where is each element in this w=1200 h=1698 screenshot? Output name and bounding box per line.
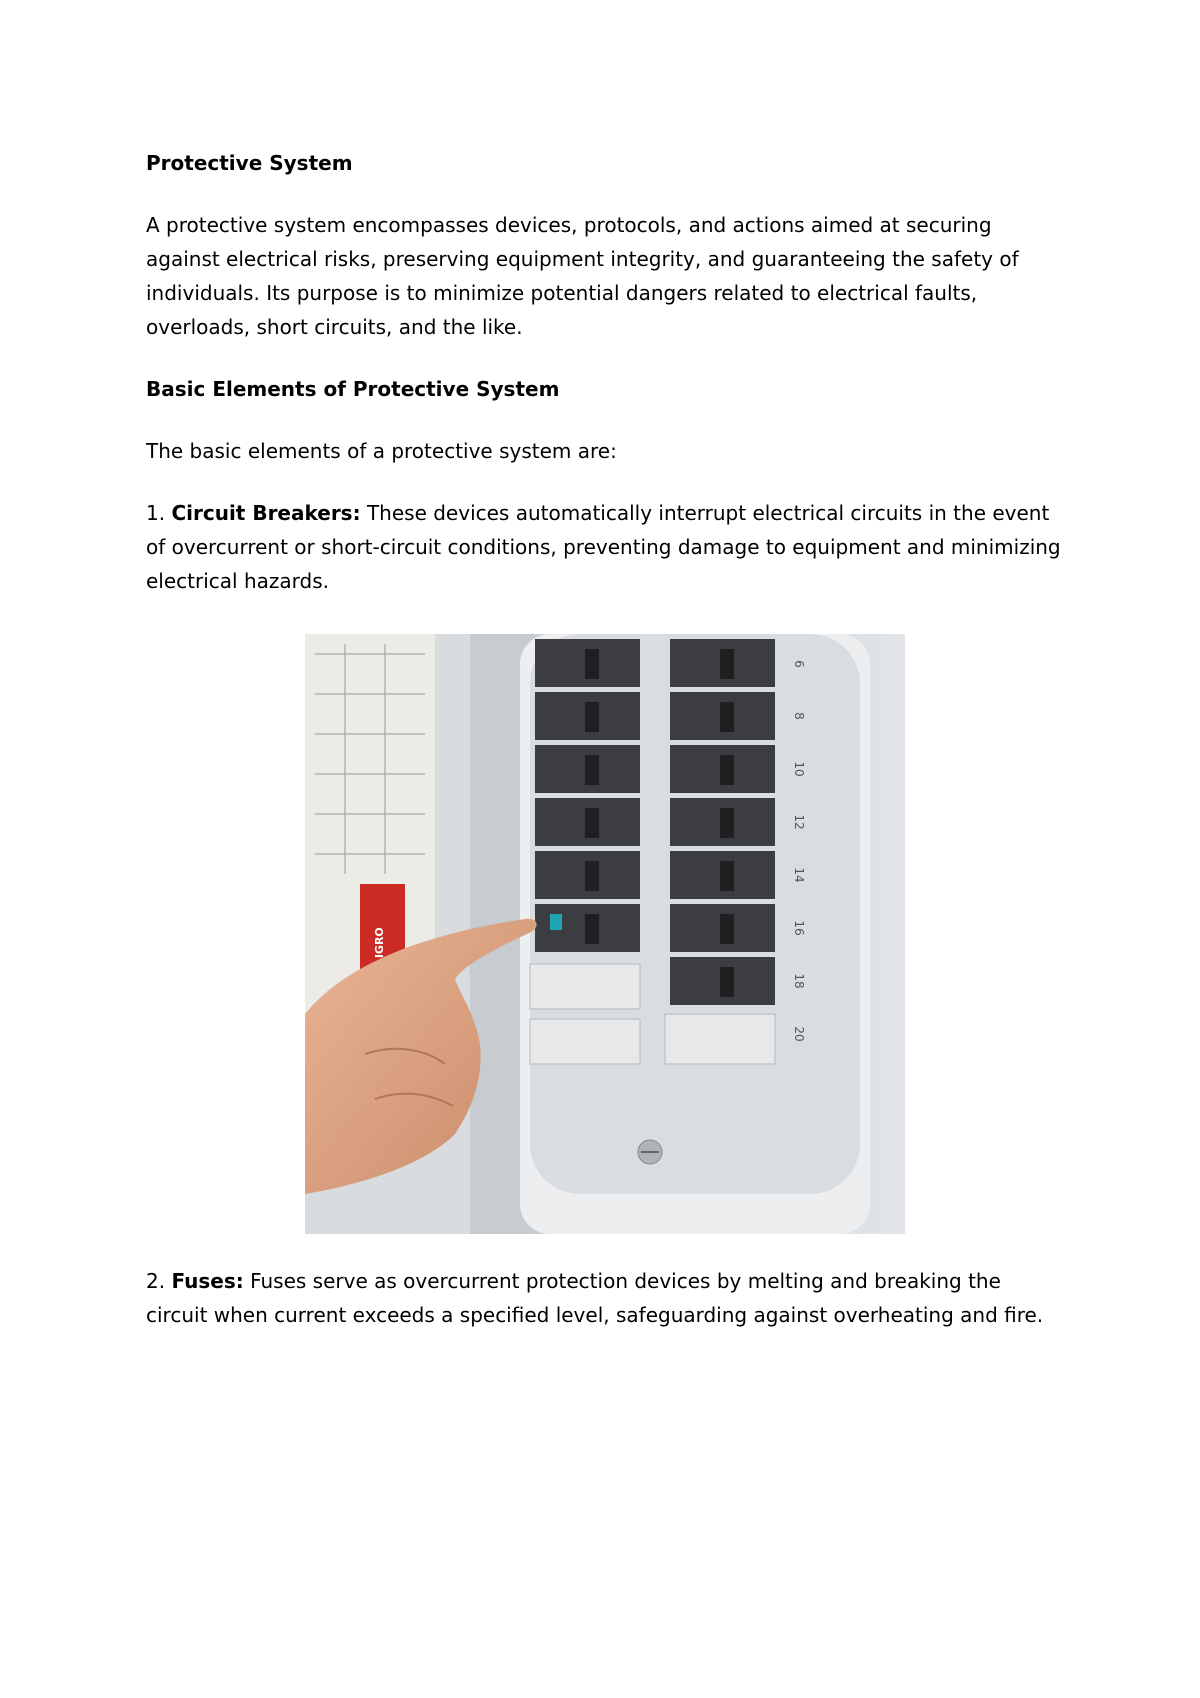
list-item-circuit-breakers	[146, 496, 1066, 598]
panel-number: 10	[792, 761, 806, 777]
section-heading-protective-system: Protective System	[146, 151, 353, 175]
panel-number: 14	[792, 867, 806, 883]
document-body	[146, 146, 1066, 626]
list-item-fuses-block	[146, 1264, 1066, 1360]
paragraph-definition: A protective system encompasses devices, protocols, and actions aimed at securing against electrical risks, preserving equipment integrity, and guaranteeing the safety of individuals. Its purpose is to minimize potential dangers related to electrical faults, overloads, short circuits, and the like.	[146, 213, 1019, 339]
panel-number: 12	[792, 814, 806, 830]
section-heading-basic-elements: Basic Elements of Protective System	[146, 377, 560, 401]
list-item-fuses	[146, 1264, 1066, 1332]
warning-label-text: PELIGRO	[373, 927, 386, 981]
panel-number: 16	[792, 920, 806, 936]
list-item-text: Fuses serve as overcurrent protection devices by melting and breaking the circuit when current exceeds a specified level, safeguarding against overheating and fire.	[146, 1269, 1044, 1327]
panel-number: 20	[792, 1026, 806, 1042]
panel-number: 6	[792, 660, 806, 668]
panel-number: 8	[792, 712, 806, 720]
list-item-term: Fuses:	[171, 1269, 244, 1293]
list-item-text: These devices automatically interrupt electrical circuits in the event of overcurrent or short-circuit conditions, preventing damage to equipment and minimizing electrical hazards.	[146, 501, 1061, 593]
list-item-term: Circuit Breakers:	[171, 501, 361, 525]
breaker-panel-photo	[305, 634, 905, 1234]
panel-number: 18	[792, 973, 806, 989]
list-item-number: 2.	[146, 1269, 166, 1293]
list-item-number: 1.	[146, 501, 166, 525]
paragraph-intro: The basic elements of a protective system are:	[146, 439, 617, 463]
